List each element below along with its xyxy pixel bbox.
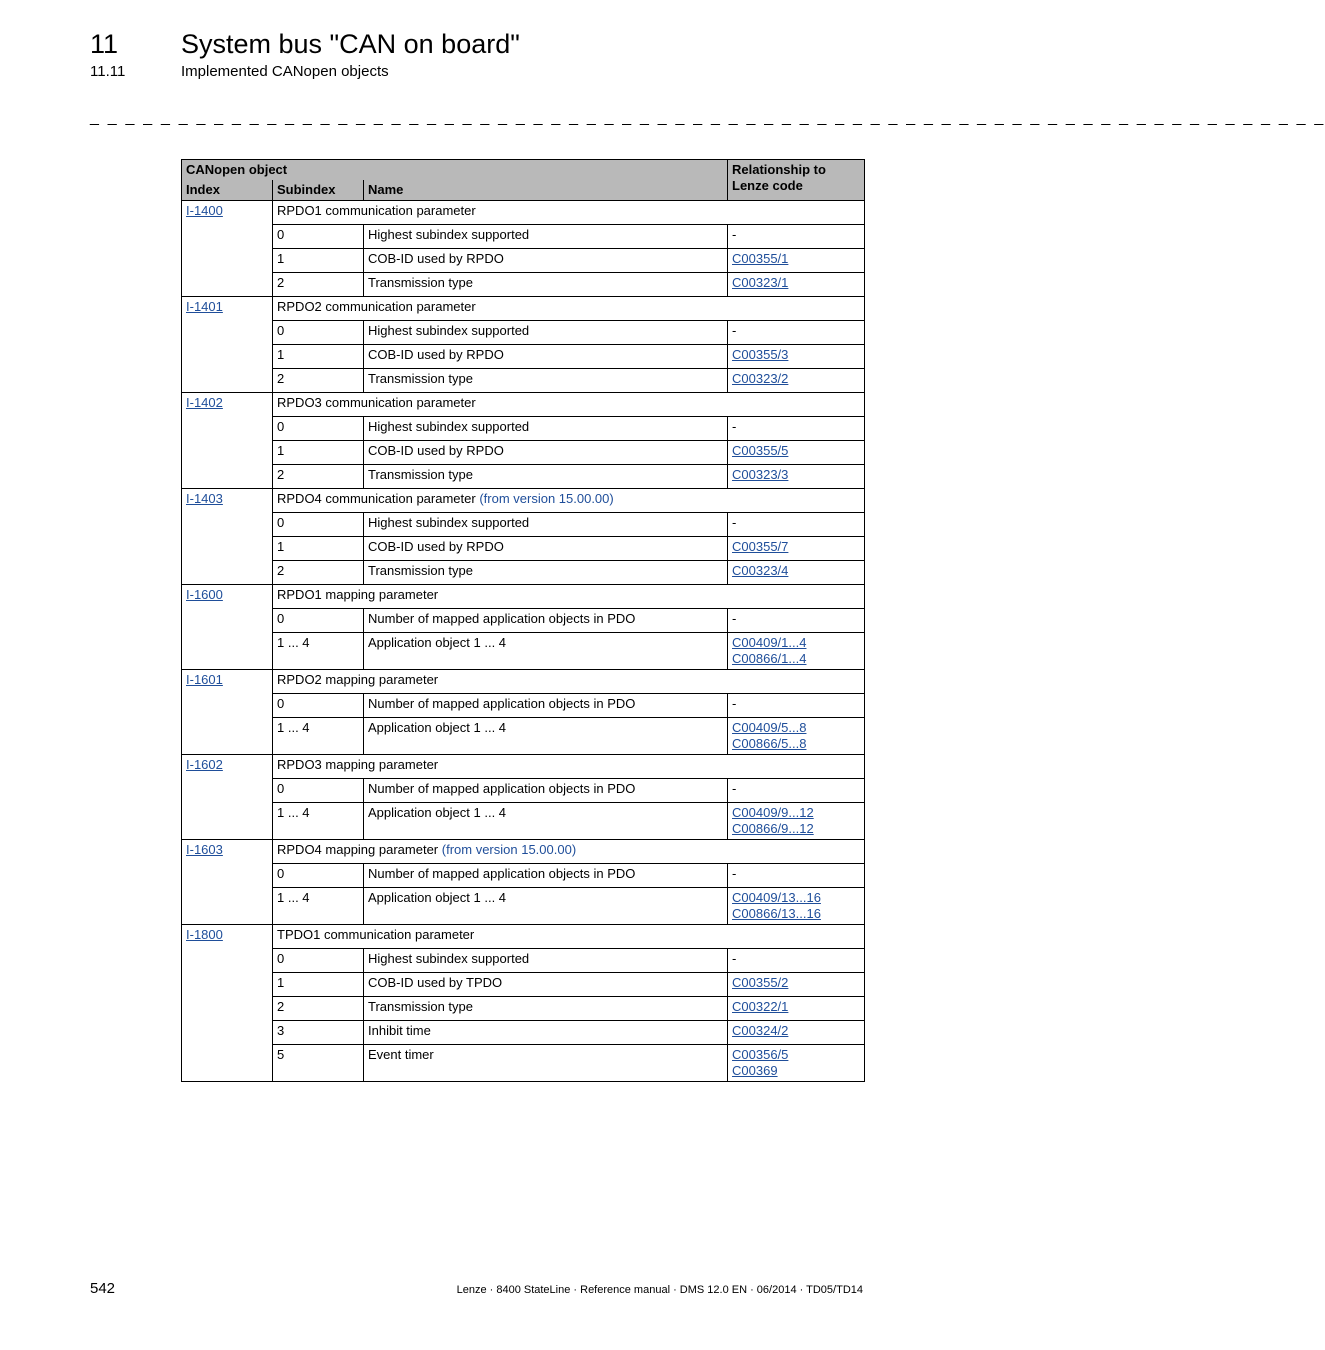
object-title-row (182, 585, 865, 609)
section-number: 11.11 (90, 63, 126, 80)
index-link[interactable]: I-1603 (186, 842, 223, 857)
name-cell: Application object 1 ... 4 (364, 718, 728, 755)
subindex-cell: 1 (273, 345, 364, 369)
index-cell (182, 670, 273, 755)
subindex-cell: 1 (273, 537, 364, 561)
table-row (182, 718, 865, 755)
name-cell: Inhibit time (364, 1021, 728, 1045)
object-title-cell (273, 925, 865, 949)
no-code-dash: - (732, 696, 737, 711)
relationship-cell (728, 973, 865, 997)
table-row (182, 561, 865, 585)
name-cell: COB-ID used by RPDO (364, 345, 728, 369)
relationship-cell (728, 465, 865, 489)
relationship-cell (728, 779, 865, 803)
subindex-cell: 1 ... 4 (273, 633, 364, 670)
object-title-row (182, 297, 865, 321)
no-code-dash: - (732, 866, 737, 881)
header-relationship: Relationship to Lenze code (728, 160, 865, 201)
header-name: Name (364, 180, 728, 201)
index-link[interactable]: I-1400 (186, 203, 223, 218)
table-row (182, 417, 865, 441)
table-row (182, 779, 865, 803)
index-link[interactable]: I-1601 (186, 672, 223, 687)
name-cell: Transmission type (364, 561, 728, 585)
relationship-cell (728, 864, 865, 888)
subindex-cell: 0 (273, 864, 364, 888)
no-code-dash: - (732, 951, 737, 966)
lenze-code-link[interactable]: C00322/1 (732, 999, 789, 1014)
name-cell: Transmission type (364, 997, 728, 1021)
table-row (182, 888, 865, 925)
table-row (182, 633, 865, 670)
table-row (182, 441, 865, 465)
lenze-code-link[interactable]: C00409/13...16 (732, 890, 821, 905)
relationship-cell (728, 273, 865, 297)
relationship-cell (728, 537, 865, 561)
name-cell: COB-ID used by TPDO (364, 973, 728, 997)
object-title-row (182, 489, 865, 513)
relationship-cell (728, 561, 865, 585)
no-code-dash: - (732, 419, 737, 434)
table-row (182, 537, 865, 561)
subindex-cell: 0 (273, 694, 364, 718)
relationship-cell (728, 441, 865, 465)
table-row (182, 973, 865, 997)
name-cell: COB-ID used by RPDO (364, 441, 728, 465)
table-row (182, 345, 865, 369)
index-link[interactable]: I-1402 (186, 395, 223, 410)
subindex-cell: 1 (273, 441, 364, 465)
header-index: Index (182, 180, 273, 201)
object-title: RPDO4 mapping parameter (277, 842, 439, 857)
index-cell (182, 840, 273, 925)
no-code-dash: - (732, 611, 737, 626)
object-title-row (182, 755, 865, 779)
name-cell: Number of mapped application objects in PDO (364, 609, 728, 633)
lenze-code-link[interactable]: C00356/5 (732, 1047, 789, 1062)
chapter-title: System bus "CAN on board" (181, 29, 520, 59)
no-code-dash: - (732, 227, 737, 242)
object-title: RPDO4 communication parameter (277, 491, 476, 506)
subindex-cell: 2 (273, 561, 364, 585)
object-title-row (182, 670, 865, 694)
table-body (182, 201, 865, 1082)
index-link[interactable]: I-1600 (186, 587, 223, 602)
relationship-cell (728, 888, 865, 925)
relationship-cell (728, 694, 865, 718)
table-row (182, 1045, 865, 1082)
subindex-cell: 1 (273, 249, 364, 273)
footer-doc-info: Lenze · 8400 StateLine · Reference manual · DMS 12.0 EN · 06/2014 · TD05/TD14 (456, 1284, 863, 1296)
lenze-code-link[interactable]: C00355/2 (732, 975, 789, 990)
lenze-code-link[interactable]: C00323/1 (732, 275, 789, 290)
lenze-code-link[interactable]: C00355/3 (732, 347, 789, 362)
no-code-dash: - (732, 515, 737, 530)
subindex-cell: 0 (273, 513, 364, 537)
lenze-code-link[interactable]: C00324/2 (732, 1023, 789, 1038)
canopen-objects-table (181, 159, 865, 1082)
table-row (182, 369, 865, 393)
name-cell: Transmission type (364, 273, 728, 297)
relationship-cell (728, 249, 865, 273)
subindex-cell: 1 ... 4 (273, 888, 364, 925)
index-cell (182, 201, 273, 297)
name-cell: COB-ID used by RPDO (364, 537, 728, 561)
table-row (182, 609, 865, 633)
name-cell: Transmission type (364, 369, 728, 393)
lenze-code-link[interactable]: C00369 (732, 1063, 778, 1078)
relationship-cell (728, 609, 865, 633)
table-header-row-group (182, 160, 865, 181)
object-title-cell (273, 489, 865, 513)
name-cell: Highest subindex supported (364, 949, 728, 973)
subindex-cell: 2 (273, 465, 364, 489)
object-title-cell (273, 393, 865, 417)
relationship-cell (728, 321, 865, 345)
lenze-code-link[interactable]: C00323/3 (732, 467, 789, 482)
relationship-cell (728, 369, 865, 393)
index-cell (182, 393, 273, 489)
name-cell: Transmission type (364, 465, 728, 489)
table-row (182, 864, 865, 888)
name-cell: COB-ID used by RPDO (364, 249, 728, 273)
name-cell: Number of mapped application objects in PDO (364, 864, 728, 888)
table-row (182, 321, 865, 345)
index-cell (182, 297, 273, 393)
subindex-cell: 5 (273, 1045, 364, 1082)
page-number: 542 (90, 1280, 116, 1297)
relationship-cell (728, 1021, 865, 1045)
object-title: RPDO3 communication parameter (277, 395, 476, 410)
name-cell: Application object 1 ... 4 (364, 803, 728, 840)
subindex-cell: 3 (273, 1021, 364, 1045)
lenze-code-link[interactable]: C00323/4 (732, 563, 789, 578)
subindex-cell: 2 (273, 273, 364, 297)
object-title: RPDO1 communication parameter (277, 203, 476, 218)
name-cell: Highest subindex supported (364, 225, 728, 249)
index-cell (182, 755, 273, 840)
name-cell: Number of mapped application objects in PDO (364, 779, 728, 803)
relationship-cell (728, 345, 865, 369)
relationship-cell (728, 803, 865, 840)
object-title-cell (273, 585, 865, 609)
object-title-row (182, 393, 865, 417)
object-title: RPDO1 mapping parameter (277, 587, 439, 602)
name-cell: Highest subindex supported (364, 513, 728, 537)
lenze-code-link[interactable]: C00355/7 (732, 539, 789, 554)
no-code-dash: - (732, 781, 737, 796)
index-link[interactable]: I-1401 (186, 299, 223, 314)
lenze-code-link[interactable]: C00409/1...4 (732, 635, 807, 650)
subindex-cell: 0 (273, 225, 364, 249)
header-subindex: Subindex (273, 180, 364, 201)
version-note: (from version 15.00.00) (479, 491, 614, 506)
lenze-code-link[interactable]: C00866/13...16 (732, 906, 821, 921)
lenze-code-link[interactable]: C00409/5...8 (732, 720, 807, 735)
subindex-cell: 2 (273, 997, 364, 1021)
relationship-cell (728, 225, 865, 249)
table-row (182, 465, 865, 489)
object-title-cell (273, 670, 865, 694)
object-title: RPDO3 mapping parameter (277, 757, 439, 772)
relationship-cell (728, 949, 865, 973)
subindex-cell: 0 (273, 609, 364, 633)
table-row (182, 803, 865, 840)
name-cell: Highest subindex supported (364, 417, 728, 441)
lenze-code-link[interactable]: C00355/1 (732, 251, 789, 266)
name-cell: Application object 1 ... 4 (364, 633, 728, 670)
subindex-cell: 0 (273, 417, 364, 441)
header-dashed-rule: _ _ _ _ _ _ _ _ _ _ _ _ _ _ _ _ _ _ _ _ _ _ _ _ _ _ _ _ _ _ _ _ _ _ _ _ _ _ _ _ _ _ _ _ _ _ _ _ _ _ _ _ _ _ _ _ _ _ _ _ _ _ _ _ _ _ _ _ _ _ (90, 109, 1325, 126)
no-code-dash: - (732, 323, 737, 338)
object-title-row (182, 201, 865, 225)
object-title-cell (273, 297, 865, 321)
table-row (182, 513, 865, 537)
index-link[interactable]: I-1800 (186, 927, 223, 942)
relationship-cell (728, 718, 865, 755)
subindex-cell: 0 (273, 949, 364, 973)
lenze-code-link[interactable]: C00866/9...12 (732, 821, 814, 836)
index-link[interactable]: I-1602 (186, 757, 223, 772)
relationship-cell (728, 633, 865, 670)
relationship-cell (728, 997, 865, 1021)
table-row (182, 225, 865, 249)
object-title-cell (273, 840, 865, 864)
subindex-cell: 0 (273, 779, 364, 803)
table-row (182, 949, 865, 973)
table-row (182, 249, 865, 273)
header-canopen-object: CANopen object (182, 160, 728, 181)
chapter-number: 11 (90, 29, 119, 59)
name-cell: Highest subindex supported (364, 321, 728, 345)
relationship-cell (728, 513, 865, 537)
lenze-code-link[interactable]: C00866/1...4 (732, 651, 807, 666)
name-cell: Number of mapped application objects in PDO (364, 694, 728, 718)
subindex-cell: 1 ... 4 (273, 718, 364, 755)
section-title: Implemented CANopen objects (181, 63, 389, 80)
object-title-cell (273, 201, 865, 225)
index-cell (182, 585, 273, 670)
subindex-cell: 0 (273, 321, 364, 345)
index-cell (182, 925, 273, 1082)
object-title-row (182, 925, 865, 949)
subindex-cell: 1 ... 4 (273, 803, 364, 840)
lenze-code-link[interactable]: C00355/5 (732, 443, 789, 458)
lenze-code-link[interactable]: C00409/9...12 (732, 805, 814, 820)
index-link[interactable]: I-1403 (186, 491, 223, 506)
name-cell: Event timer (364, 1045, 728, 1082)
table-row (182, 694, 865, 718)
table-row (182, 273, 865, 297)
lenze-code-link[interactable]: C00323/2 (732, 371, 789, 386)
object-title: TPDO1 communication parameter (277, 927, 475, 942)
index-cell (182, 489, 273, 585)
table-row (182, 1021, 865, 1045)
subindex-cell: 2 (273, 369, 364, 393)
object-title: RPDO2 communication parameter (277, 299, 476, 314)
version-note: (from version 15.00.00) (441, 842, 577, 857)
name-cell: Application object 1 ... 4 (364, 888, 728, 925)
relationship-cell (728, 1045, 865, 1082)
object-title: RPDO2 mapping parameter (277, 672, 439, 687)
object-title-row (182, 840, 865, 864)
subindex-cell: 1 (273, 973, 364, 997)
relationship-cell (728, 417, 865, 441)
lenze-code-link[interactable]: C00866/5...8 (732, 736, 807, 751)
object-title-cell (273, 755, 865, 779)
table-row (182, 997, 865, 1021)
